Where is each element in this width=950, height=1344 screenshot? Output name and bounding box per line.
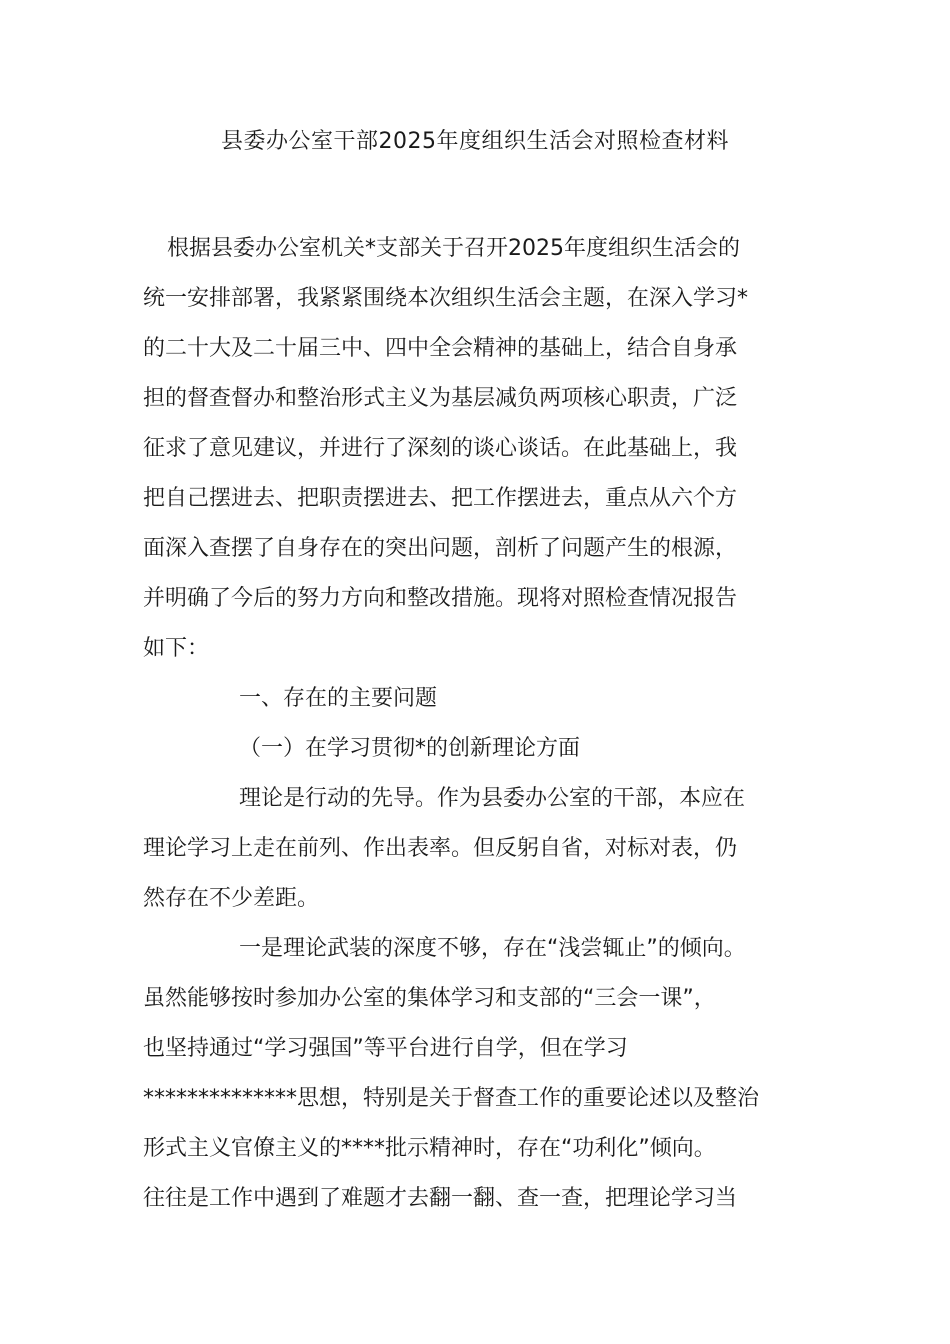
- document-body: [143, 224, 823, 1224]
- paragraph-line: 也坚持通过“学习强国”等平台进行自学，但在学习: [143, 1036, 628, 1061]
- paragraph-line: 面深入查摆了自身存在的突出问题，剖析了问题产生的根源，: [143, 536, 738, 561]
- paragraph-line: 征求了意见建议，并进行了深刻的谈心谈话。在此基础上，我: [143, 436, 738, 461]
- subsection-heading: （一）在学习贯彻*的创新理论方面: [239, 736, 581, 761]
- paragraph-line: 的二十大及二十届三中、四中全会精神的基础上，结合自身承: [143, 336, 738, 361]
- paragraph-line: 担的督查督办和整治形式主义为基层减负两项核心职责，广泛: [143, 386, 738, 411]
- paragraph-line: 虽然能够按时参加办公室的集体学习和支部的“三会一课”，: [143, 986, 716, 1011]
- paragraph-line: 把自己摆进去、把职责摆进去、把工作摆进去，重点从六个方: [143, 486, 738, 511]
- paragraph-line: 一是理论武装的深度不够，存在“浅尝辄止”的倾向。: [239, 936, 746, 961]
- paragraph-line: 往往是工作中遇到了难题才去翻一翻、查一查，把理论学习当: [143, 1186, 738, 1211]
- section-heading: 一、存在的主要问题: [239, 686, 438, 711]
- paragraph-line: 统一安排部署，我紧紧围绕本次组织生活会主题，在深入学习*: [143, 286, 749, 311]
- paragraph-line: 理论学习上走在前列、作出表率。但反躬自省，对标对表，仍: [143, 836, 738, 861]
- paragraph-line: 根据县委办公室机关*支部关于召开2025年度组织生活会的: [167, 236, 740, 261]
- paragraph-line: 理论是行动的先导。作为县委办公室的干部，本应在: [239, 786, 746, 811]
- document-title: 县委办公室干部2025年度组织生活会对照检查材料: [221, 129, 729, 154]
- paragraph-line: 如下：: [143, 636, 210, 661]
- paragraph-line: 然存在不少差距。: [143, 886, 320, 911]
- paragraph-line: 形式主义官僚主义的****批示精神时，存在“功利化”倾向。: [143, 1136, 716, 1161]
- paragraph-line: **************思想，特别是关于督查工作的重要论述以及整治: [143, 1086, 760, 1111]
- paragraph-line: 并明确了今后的努力方向和整改措施。现将对照检查情况报告: [143, 586, 738, 611]
